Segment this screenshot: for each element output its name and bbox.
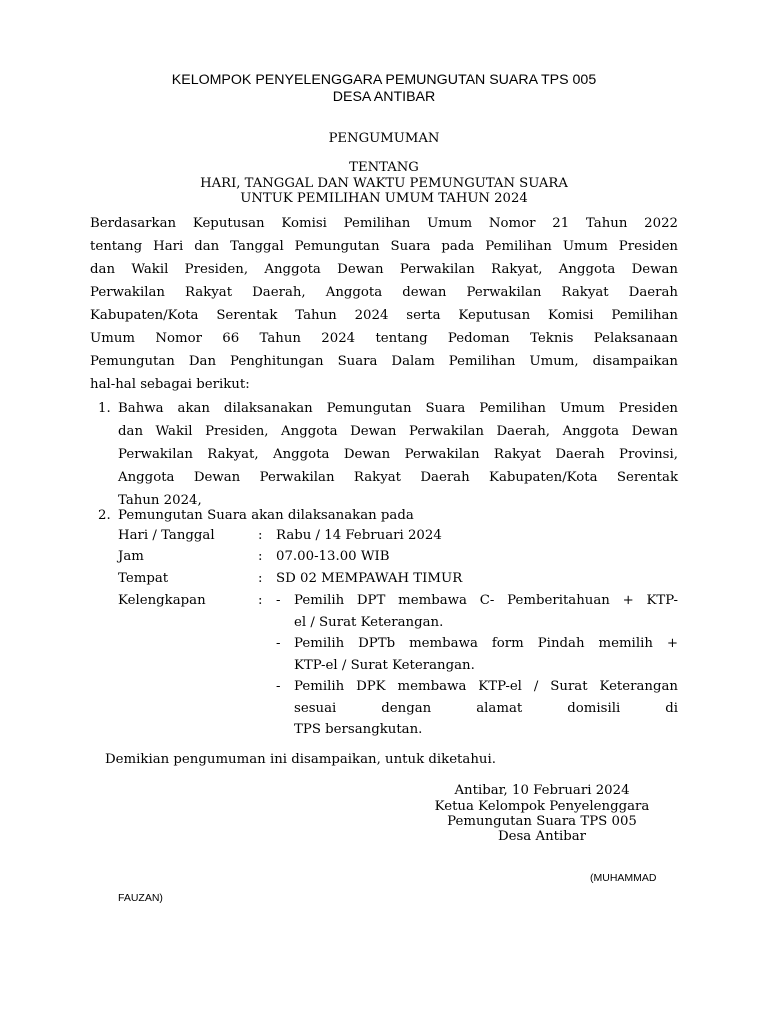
intro-line: hal-hal sebagai berikut: [90, 377, 250, 392]
requirement-line: KTP-el / Surat Keterangan. [294, 657, 475, 673]
item1-number: 1. [98, 401, 111, 416]
detail-label: Jam [118, 549, 144, 564]
intro-line: tentang Hari dan Tanggal Pemungutan Suara pada Pemilihan Umum Presiden [90, 239, 678, 254]
requirement-line: Pemilih DPTb membawa form Pindah memilih + [294, 636, 678, 651]
intro-line: Pemungutan Dan Penghitungan Suara Dalam Pemilihan Umum, disampaikan [90, 354, 678, 369]
requirement-item [294, 676, 678, 741]
subject-line1: HARI, TANGGAL DAN WAKTU PEMUNGUTAN SUARA [200, 176, 568, 191]
detail-colon: : [258, 528, 263, 543]
signature-position-line3: Desa Antibar [497, 829, 587, 844]
signature-place-date: Antibar, 10 Februari 2024 [454, 783, 630, 798]
item1-line: dan Wakil Presiden, Anggota Dewan Perwakilan Daerah, Anggota Dewan [118, 424, 678, 439]
intro-line: Berdasarkan Keputusan Komisi Pemilihan Umum Nomor 21 Tahun 2022 [90, 216, 678, 231]
bullet-dash: - [276, 636, 281, 651]
requirement-line: el / Surat Keterangan. [294, 614, 444, 630]
detail-label: Kelengkapan [118, 593, 206, 608]
bullet-dash: - [276, 679, 281, 694]
signature-position-line1: Ketua Kelompok Penyelenggara [434, 799, 650, 814]
requirement-line: Pemilih DPT membawa C- Pemberitahuan + KTP- [294, 593, 678, 608]
signature-position-line2: Pemungutan Suara TPS 005 [447, 814, 637, 829]
intro-paragraph [90, 212, 678, 396]
about-heading: TENTANG [349, 160, 419, 175]
requirement-line: Pemilih DPK membawa KTP-el / Surat Keterangan [294, 679, 678, 694]
requirement-line: TPS bersangkutan. [294, 722, 423, 737]
detail-label: Tempat [118, 571, 169, 586]
detail-colon: : [258, 593, 263, 608]
org-name-line1: KELOMPOK PENYELENGGARA PEMUNGUTAN SUARA TPS 005 [171, 72, 597, 88]
item1-body [118, 397, 678, 512]
item2-number: 2. [98, 508, 111, 523]
item1-line: Perwakilan Rakyat, Anggota Dewan Perwakilan Rakyat Daerah Provinsi, [118, 447, 678, 462]
intro-line: Umum Nomor 66 Tahun 2024 tentang Pedoman Teknis Pelaksanaan [90, 331, 678, 346]
bullet-dash: - [276, 593, 281, 608]
signatory-name-part1: (MUHAMMAD [590, 872, 657, 884]
signatory-name-part2: FAUZAN) [118, 892, 163, 904]
item1-line: Bahwa akan dilaksanakan Pemungutan Suara Pemilihan Umum Presiden [118, 401, 678, 416]
requirement-line: sesuai dengan alamat domisili di [294, 700, 678, 716]
item1-line: Tahun 2024, [118, 493, 202, 508]
org-name-line2: DESA ANTIBAR [332, 89, 436, 105]
detail-colon: : [258, 571, 263, 586]
requirement-item [294, 590, 678, 633]
detail-label: Hari / Tanggal [118, 528, 215, 543]
subject-line2: UNTUK PEMILIHAN UMUM TAHUN 2024 [240, 191, 528, 206]
intro-line: Perwakilan Rakyat Daerah, Anggota dewan Perwakilan Rakyat Daerah [90, 285, 678, 300]
detail-value: Rabu / 14 Februari 2024 [276, 528, 442, 543]
intro-line: Kabupaten/Kota Serentak Tahun 2024 serta Keputusan Komisi Pemilihan [90, 308, 678, 323]
detail-value: SD 02 MEMPAWAH TIMUR [276, 571, 463, 586]
detail-value: 07.00-13.00 WIB [276, 549, 390, 564]
requirement-item [294, 633, 678, 676]
item2-text: Pemungutan Suara akan dilaksanakan pada [118, 508, 414, 523]
detail-colon: : [258, 549, 263, 564]
item1-line: Anggota Dewan Perwakilan Rakyat Daerah Kabupaten/Kota Serentak [118, 470, 678, 485]
announcement-title: PENGUMUMAN [328, 131, 440, 146]
intro-line: dan Wakil Presiden, Anggota Dewan Perwakilan Rakyat, Anggota Dewan [90, 262, 678, 277]
closing-text: Demikian pengumuman ini disampaikan, untuk diketahui. [105, 752, 496, 767]
